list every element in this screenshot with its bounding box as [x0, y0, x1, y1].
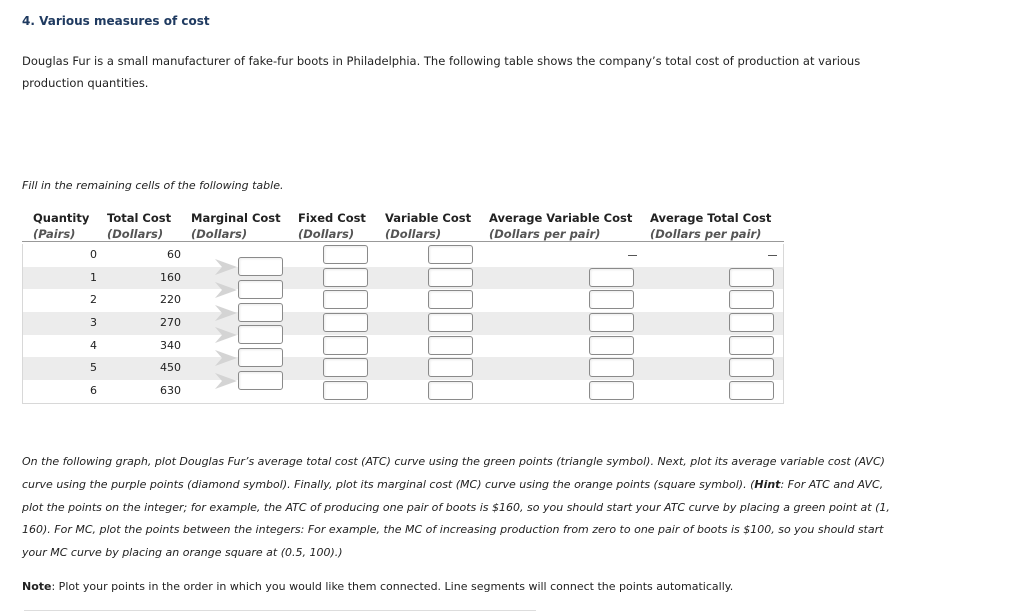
hint-text: : For ATC and AVC, plot the points on the integer; for example, the ATC of producing one pair of boots is $160, so you should start your ATC curve by placing a green point at (1, 160). For MC, plot the points between the integers: For example, the MC of increasing production from zero to one pair of boots is $100, so you should start your MC curve by placing an orange square at (0.5, 100).) [22, 477, 890, 560]
header-unit: (Dollars) [298, 227, 355, 241]
header-label: Quantity [33, 211, 90, 225]
variable-cost-input[interactable] [428, 313, 473, 332]
avc-input[interactable] [589, 381, 634, 400]
total-cost-cell: 450 [160, 361, 181, 375]
cost-table [22, 244, 784, 404]
atc-input[interactable] [729, 290, 774, 309]
graph-area-top-edge [24, 610, 536, 614]
quantity-cell: 5 [90, 361, 97, 375]
table-row [23, 244, 783, 267]
quantity-cell: 1 [90, 270, 97, 284]
header-unit: (Dollars per pair) [650, 227, 762, 241]
avc-input[interactable] [589, 313, 634, 332]
marginal-cost-input[interactable] [238, 325, 283, 344]
avc-input[interactable] [589, 268, 634, 287]
hint-label: Hint [754, 477, 781, 491]
note-text: : Plot your points in the order in which you would like them connected. Line segments will connect the points automatically. [51, 580, 734, 593]
marginal-cost-input[interactable] [238, 348, 283, 367]
quantity-cell: 3 [90, 316, 97, 330]
fixed-cost-input[interactable] [323, 268, 368, 287]
atc-input[interactable] [729, 313, 774, 332]
variable-cost-input[interactable] [428, 268, 473, 287]
avc-input[interactable] [589, 290, 634, 309]
total-cost-cell: 630 [160, 384, 181, 398]
marginal-cost-input[interactable] [238, 257, 283, 276]
header-unit: (Pairs) [33, 227, 76, 241]
total-cost-cell: 60 [167, 248, 181, 261]
header-label: Variable Cost [385, 211, 472, 225]
header-label: Average Total Cost [650, 211, 772, 225]
header-unit: (Dollars per pair) [489, 227, 601, 241]
table-instruction: Fill in the remaining cells of the following table. [22, 179, 284, 192]
header-variable-cost [385, 211, 471, 241]
fixed-cost-input[interactable] [323, 358, 368, 377]
total-cost-cell: 220 [160, 293, 181, 307]
header-average-variable-cost [489, 211, 632, 241]
total-cost-cell: 270 [160, 316, 181, 330]
variable-cost-input[interactable] [428, 245, 473, 264]
header-unit: (Dollars) [385, 227, 442, 241]
header-divider [22, 241, 784, 242]
header-average-total-cost [650, 211, 771, 241]
quantity-cell: 6 [90, 384, 97, 398]
atc-input[interactable] [729, 268, 774, 287]
header-unit: (Dollars) [107, 227, 164, 241]
table-row [23, 357, 783, 380]
note [22, 580, 733, 593]
note-label: Note [22, 580, 52, 593]
fixed-cost-input[interactable] [323, 245, 368, 264]
header-label: Total Cost [107, 211, 172, 225]
header-fixed-cost [298, 211, 366, 241]
header-unit: (Dollars) [191, 227, 248, 241]
avc-not-applicable-dash [628, 255, 637, 256]
variable-cost-input[interactable] [428, 290, 473, 309]
marginal-cost-input[interactable] [238, 303, 283, 322]
header-total-cost [107, 211, 171, 241]
atc-input[interactable] [729, 381, 774, 400]
fixed-cost-input[interactable] [323, 313, 368, 332]
fixed-cost-input[interactable] [323, 290, 368, 309]
table-row [23, 267, 783, 290]
header-label: Average Variable Cost [489, 211, 633, 225]
variable-cost-input[interactable] [428, 381, 473, 400]
total-cost-cell: 160 [160, 270, 181, 284]
atc-not-applicable-dash [768, 255, 777, 256]
intro-paragraph: Douglas Fur is a small manufacturer of fake-fur boots in Philadelphia. The following table shows the company’s total cost of production at various production quantities. [22, 54, 861, 90]
section-title: 4. Various measures of cost [22, 14, 210, 28]
header-quantity [33, 211, 89, 241]
variable-cost-input[interactable] [428, 358, 473, 377]
avc-input[interactable] [589, 358, 634, 377]
table-row [23, 380, 783, 403]
fixed-cost-input[interactable] [323, 381, 368, 400]
header-marginal-cost [191, 211, 281, 241]
avc-input[interactable] [589, 336, 634, 355]
quantity-cell: 4 [90, 338, 97, 352]
table-row [23, 335, 783, 358]
header-label: Fixed Cost [298, 211, 366, 225]
atc-input[interactable] [729, 336, 774, 355]
variable-cost-input[interactable] [428, 336, 473, 355]
graph-instructions [22, 451, 902, 565]
graph-instructions-text: On the following graph, plot Douglas Fur’s average total cost (ATC) curve using the green points (triangle symbol). Next, plot its average variable cost (AVC) curve using the purple points (diamond symbol). Finally, plot its marginal cost (MC) curve using the orange points (square symbol). ( [22, 455, 885, 491]
atc-input[interactable] [729, 358, 774, 377]
quantity-cell: 2 [90, 293, 97, 307]
marginal-cost-input[interactable] [238, 280, 283, 299]
total-cost-cell: 340 [160, 338, 181, 352]
table-row [23, 289, 783, 312]
quantity-cell: 0 [90, 248, 97, 261]
table-row [23, 312, 783, 335]
marginal-cost-input[interactable] [238, 371, 283, 390]
header-label: Marginal Cost [191, 211, 281, 225]
fixed-cost-input[interactable] [323, 336, 368, 355]
